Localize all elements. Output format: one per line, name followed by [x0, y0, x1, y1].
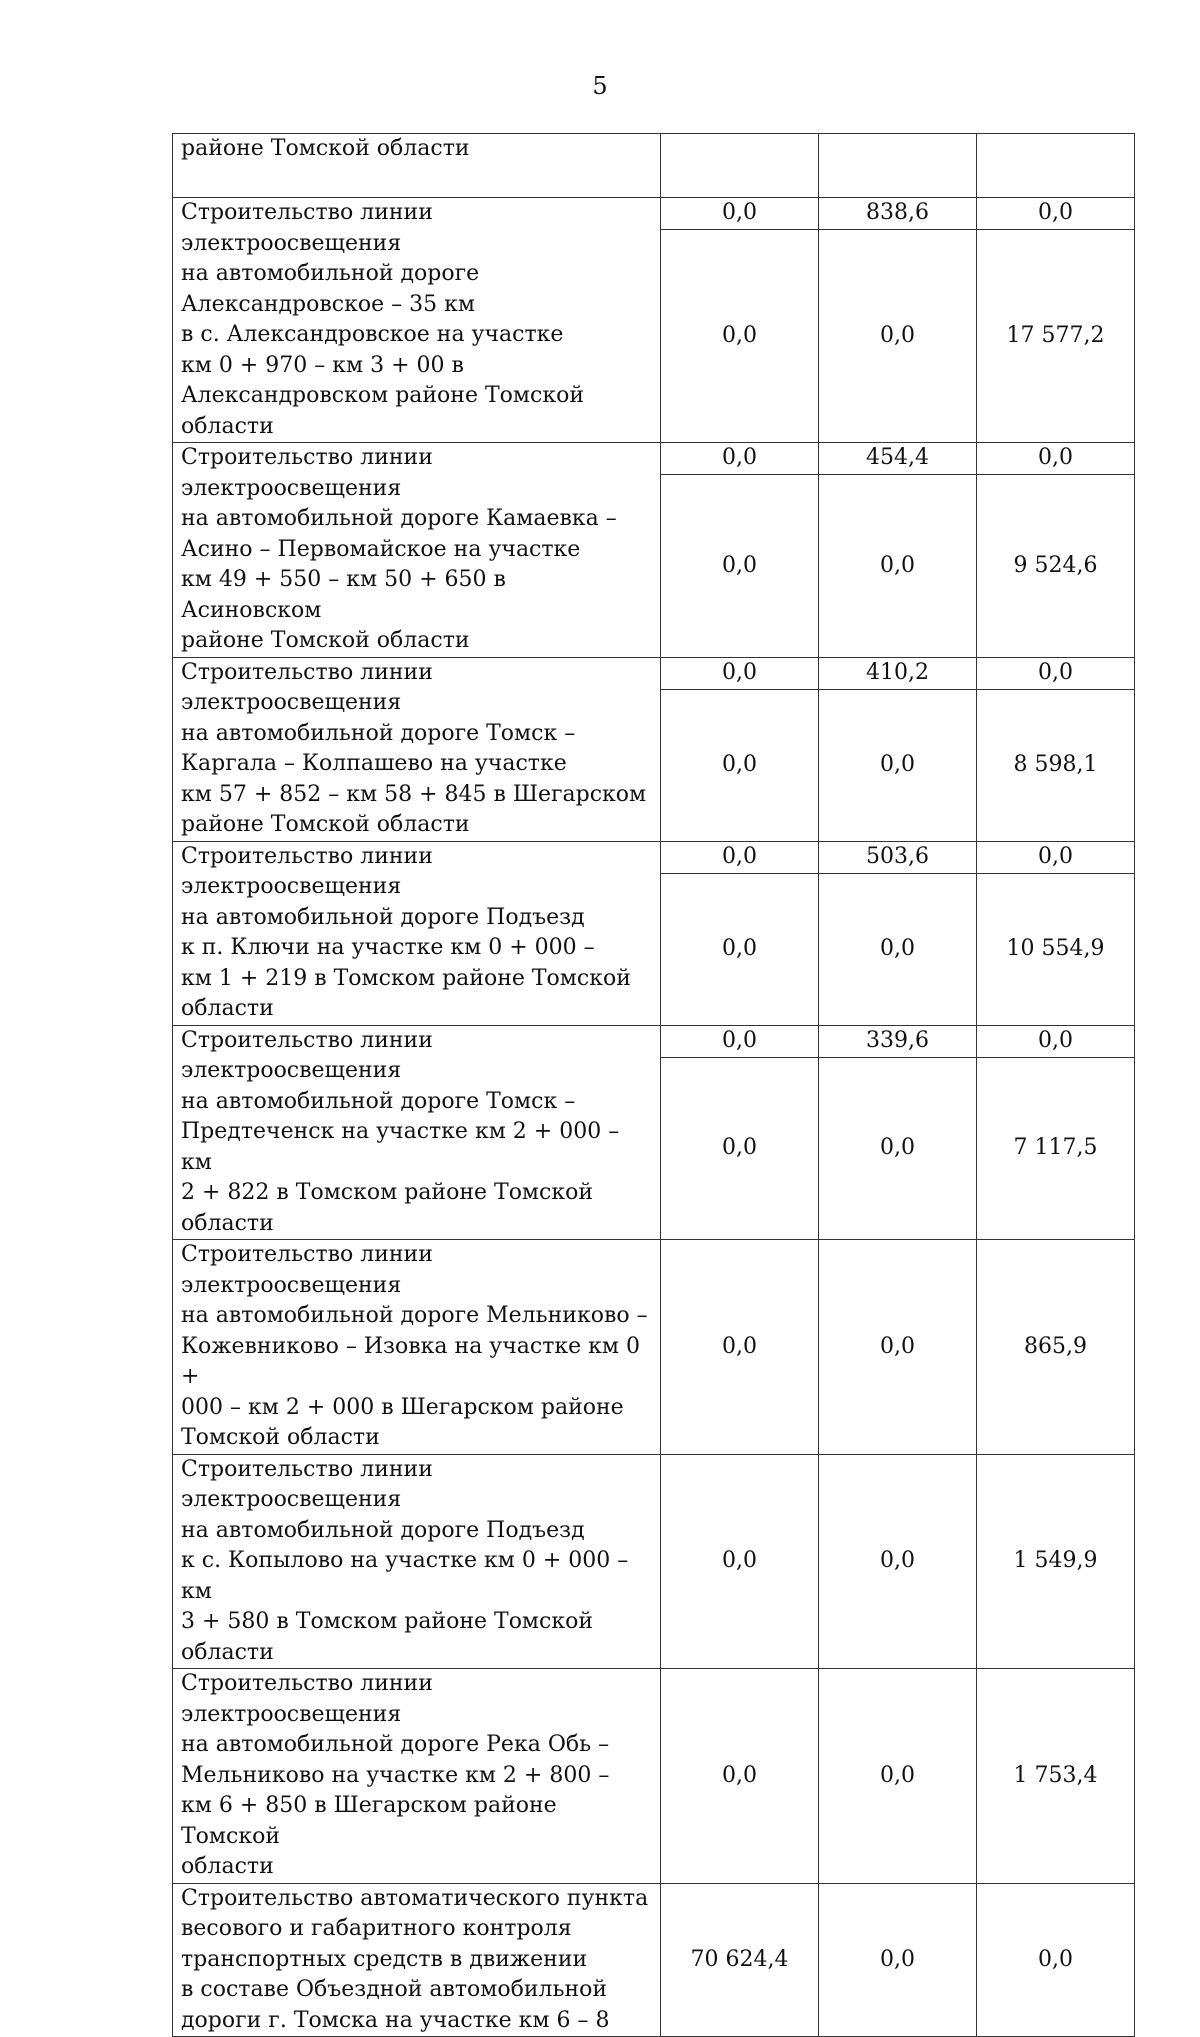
description-line: Мельниково на участке км 2 + 800 –	[181, 1762, 610, 1788]
value-cell: 10 554,9	[977, 873, 1135, 1025]
item-description	[173, 657, 661, 841]
description-line: Строительство линии электроосвещения	[181, 1027, 433, 1083]
value-cell: 0,0	[661, 1057, 819, 1240]
value-cell: 0,0	[819, 1057, 977, 1240]
description-line: км 6 + 850 в Шегарском районе Томской	[181, 1793, 557, 1849]
description-line: на автомобильной дороге Подъезд	[181, 904, 585, 930]
description-line: Томской области	[181, 1425, 380, 1450]
value-cell: 0,0	[661, 198, 819, 230]
description-line: Строительство линии электроосвещения	[181, 843, 433, 899]
value-cell: 0,0	[819, 230, 977, 443]
description-line: области	[181, 996, 274, 1021]
item-description	[173, 443, 661, 658]
value-cell: 0,0	[819, 873, 977, 1025]
table-row	[173, 1025, 1135, 1057]
description-line: на автомобильной дороге Томск –	[181, 1088, 576, 1114]
description-line: области	[181, 1210, 274, 1236]
page-number: 5	[592, 72, 608, 100]
value-cell: 0,0	[977, 657, 1135, 689]
table-row	[173, 841, 1135, 873]
value-cell: 1 549,9	[977, 1454, 1135, 1669]
item-description	[173, 1454, 661, 1669]
description-line: в с. Александровское на участке	[181, 322, 564, 347]
value-cell: 0,0	[819, 1883, 977, 2037]
description-line: Строительство линии электроосвещения	[181, 200, 433, 256]
value-cell: 503,6	[819, 841, 977, 873]
table-row	[173, 1240, 1135, 1455]
description-line: Александровском районе Томской	[181, 383, 584, 408]
value-cell: 0,0	[661, 1240, 819, 1455]
value-cell: 838,6	[819, 198, 977, 230]
item-description	[173, 1669, 661, 1884]
value-cell: 0,0	[661, 475, 819, 658]
value-cell: 0,0	[661, 841, 819, 873]
value-cell: 0,0	[661, 657, 819, 689]
table-row	[173, 1454, 1135, 1669]
value-cell: 1 753,4	[977, 1669, 1135, 1884]
description-line: Предтеченск на участке км 2 + 000 – км	[181, 1119, 620, 1175]
value-cell: 865,9	[977, 1240, 1135, 1455]
description-line: Строительство линии электроосвещения	[181, 659, 433, 715]
description-line: Кожевниково – Изовка на участке км 0 +	[181, 1333, 641, 1389]
table-row	[173, 1883, 1135, 2037]
description-line: области	[181, 1854, 274, 1879]
item-description	[173, 134, 661, 198]
value-cell: 7 117,5	[977, 1057, 1135, 1240]
description-line: Строительство линии электроосвещения	[181, 1671, 433, 1727]
description-line: км 0 + 970 – км 3 + 00 в	[181, 352, 464, 378]
value-cell: 0,0	[661, 1454, 819, 1669]
value-cell: 0,0	[661, 689, 819, 841]
description-line: области	[181, 413, 274, 439]
table-row	[173, 134, 1135, 198]
value-cell-empty	[819, 134, 977, 198]
table-row	[173, 198, 1135, 230]
description-line: 000 – км 2 + 000 в Шегарском районе	[181, 1394, 624, 1420]
description-line: дороги г. Томска на участке км 6 – 8	[181, 2007, 610, 2033]
value-cell: 0,0	[661, 443, 819, 475]
value-cell: 9 524,6	[977, 475, 1135, 658]
item-description	[173, 1240, 661, 1455]
value-cell: 70 624,4	[661, 1883, 819, 2037]
item-description	[173, 198, 661, 443]
description-line: на автомобильной дороге Подъезд	[181, 1517, 585, 1543]
value-cell: 454,4	[819, 443, 977, 475]
description-line: Строительство линии электроосвещения	[181, 1242, 433, 1298]
item-description	[173, 841, 661, 1025]
description-line: районе Томской области	[181, 136, 470, 161]
value-cell-empty	[661, 134, 819, 198]
value-cell: 0,0	[661, 1025, 819, 1057]
value-cell: 0,0	[819, 1669, 977, 1884]
description-line: Асино – Первомайское на участке	[181, 536, 581, 562]
description-line: км 49 + 550 – км 50 + 650 в Асиновском	[181, 567, 506, 623]
description-line: к с. Копылово на участке км 0 + 000 – км	[181, 1548, 629, 1604]
value-cell: 0,0	[819, 1454, 977, 1669]
table-row	[173, 443, 1135, 475]
description-line: км 57 + 852 – км 58 + 845 в Шегарском	[181, 781, 647, 807]
value-cell-empty	[977, 134, 1135, 198]
value-cell: 0,0	[977, 841, 1135, 873]
value-cell: 0,0	[977, 443, 1135, 475]
table-row	[173, 1669, 1135, 1884]
description-line: в составе Объездной автомобильной	[181, 1977, 608, 2002]
value-cell: 17 577,2	[977, 230, 1135, 443]
description-line: весового и габаритного контроля	[181, 1916, 572, 1941]
table-row	[173, 657, 1135, 689]
value-cell: 0,0	[819, 689, 977, 841]
value-cell: 0,0	[819, 1240, 977, 1455]
value-cell: 0,0	[977, 198, 1135, 230]
value-cell: 0,0	[661, 873, 819, 1025]
item-description	[173, 1883, 661, 2037]
description-line: области	[181, 1639, 274, 1665]
description-line: Строительство линии электроосвещения	[181, 445, 433, 501]
value-cell: 0,0	[977, 1883, 1135, 2037]
value-cell: 8 598,1	[977, 689, 1135, 841]
value-cell: 410,2	[819, 657, 977, 689]
description-line: на автомобильной дороге	[181, 261, 480, 286]
description-line: 3 + 580 в Томском районе Томской	[181, 1609, 594, 1634]
description-line: Строительство автоматического пункта	[181, 1885, 649, 1911]
value-cell: 339,6	[819, 1025, 977, 1057]
item-description	[173, 1025, 661, 1240]
value-cell: 0,0	[661, 230, 819, 443]
value-cell: 0,0	[977, 1025, 1135, 1057]
description-line: к п. Ключи на участке км 0 + 000 –	[181, 935, 595, 960]
value-cell: 0,0	[661, 1669, 819, 1884]
description-line: Каргала – Колпашево на участке	[181, 751, 567, 776]
description-line: на автомобильной дороге Мельниково –	[181, 1303, 648, 1328]
description-line: транспортных средств в движении	[181, 1946, 588, 1972]
description-line: на автомобильной дороге Камаевка –	[181, 506, 617, 531]
description-line: на автомобильной дороге Река Обь –	[181, 1732, 610, 1757]
description-line: районе Томской области	[181, 812, 470, 837]
value-cell: 0,0	[819, 475, 977, 658]
description-line: районе Томской области	[181, 628, 470, 653]
description-line: Строительство линии электроосвещения	[181, 1456, 433, 1512]
description-line: 2 + 822 в Томском районе Томской	[181, 1180, 594, 1205]
description-line: км 1 + 219 в Томском районе Томской	[181, 965, 631, 991]
description-line: Александровское – 35 км	[181, 291, 475, 317]
description-line: на автомобильной дороге Томск –	[181, 720, 576, 746]
funding-table	[172, 133, 1135, 2037]
